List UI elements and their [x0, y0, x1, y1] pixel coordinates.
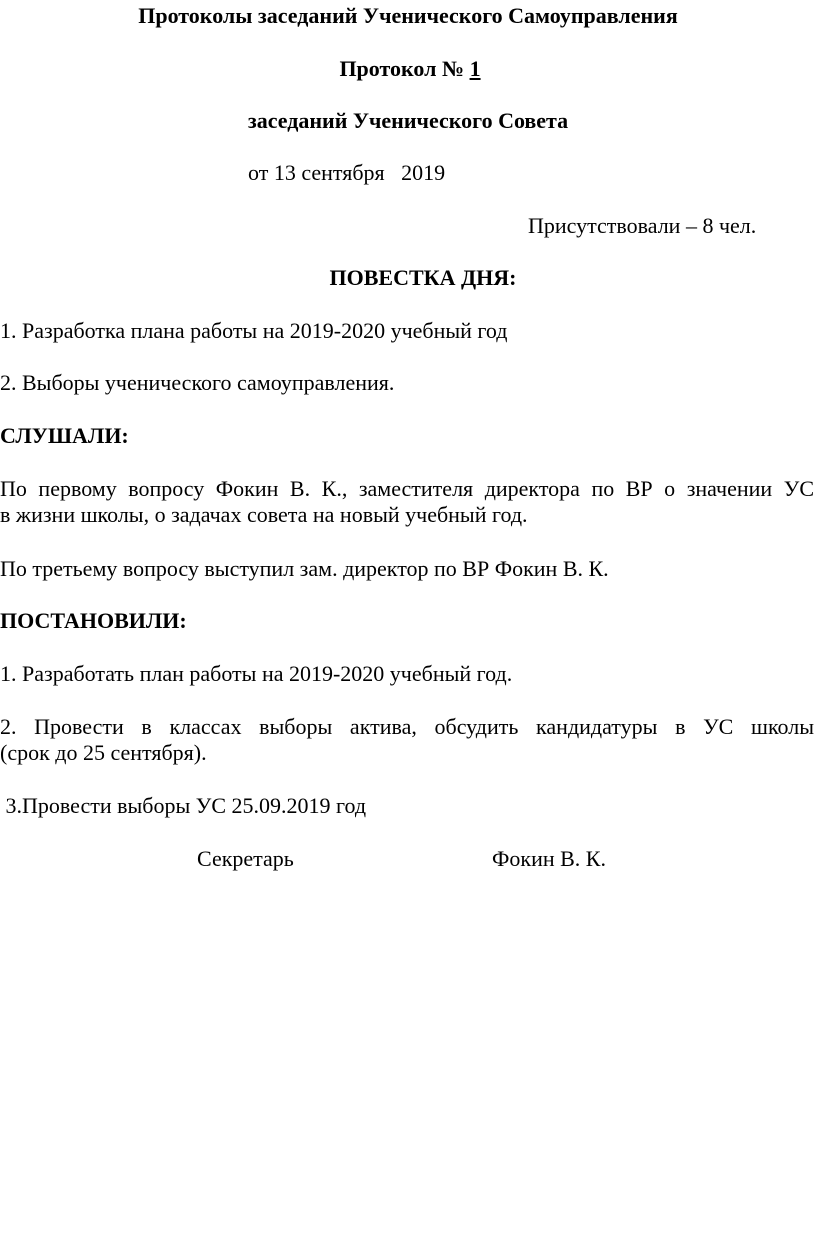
resolved-item-1: 1. Разработать план работы на 2019-2020 учебный год. — [0, 661, 513, 686]
meeting-date: от 13 сентября 2019 — [248, 160, 446, 185]
heard-paragraph-1-line-2: в жизни школы, о задачах совета на новый учебный год. — [0, 502, 528, 527]
protocol-subtitle: заседаний Ученического Совета — [247, 108, 569, 133]
resolved-item-2-line-2: (срок до 25 сентября). — [0, 740, 207, 765]
resolved-item-2-line-1: 2. Провести в классах выборы актива, обсудить кандидатуры в УС школы — [0, 714, 814, 739]
agenda-item-1: 1. Разработка плана работы на 2019-2020 учебный год — [0, 318, 508, 343]
agenda-heading: ПОВЕСТКА ДНЯ: — [329, 265, 517, 290]
heard-paragraph-2: По третьему вопросу выступил зам. директор по ВР Фокин В. К. — [0, 556, 609, 581]
heard-paragraph-1 — [0, 476, 814, 528]
agenda-item-2: 2. Выборы ученического самоуправления. — [0, 370, 395, 395]
protocol-number: 1 — [469, 56, 481, 81]
protocol-label: Протокол № — [339, 56, 465, 81]
resolved-heading: ПОСТАНОВИЛИ: — [0, 608, 187, 633]
signature-name: Фокин В. К. — [492, 846, 606, 871]
heard-paragraph-1-line-1: По первому вопросу Фокин В. К., заместителя директора по ВР о значении УС — [0, 476, 814, 501]
resolved-item-2 — [0, 714, 814, 766]
protocol-heading — [2, 56, 816, 82]
document-title: Протоколы заседаний Ученического Самоуправления — [138, 3, 678, 28]
signature-role: Секретарь — [197, 846, 294, 871]
heard-heading: СЛУШАЛИ: — [0, 423, 129, 448]
resolved-item-3: 3.Провести выборы УС 25.09.2019 год — [0, 793, 367, 818]
attendance-count: Присутствовали – 8 чел. — [528, 213, 757, 238]
